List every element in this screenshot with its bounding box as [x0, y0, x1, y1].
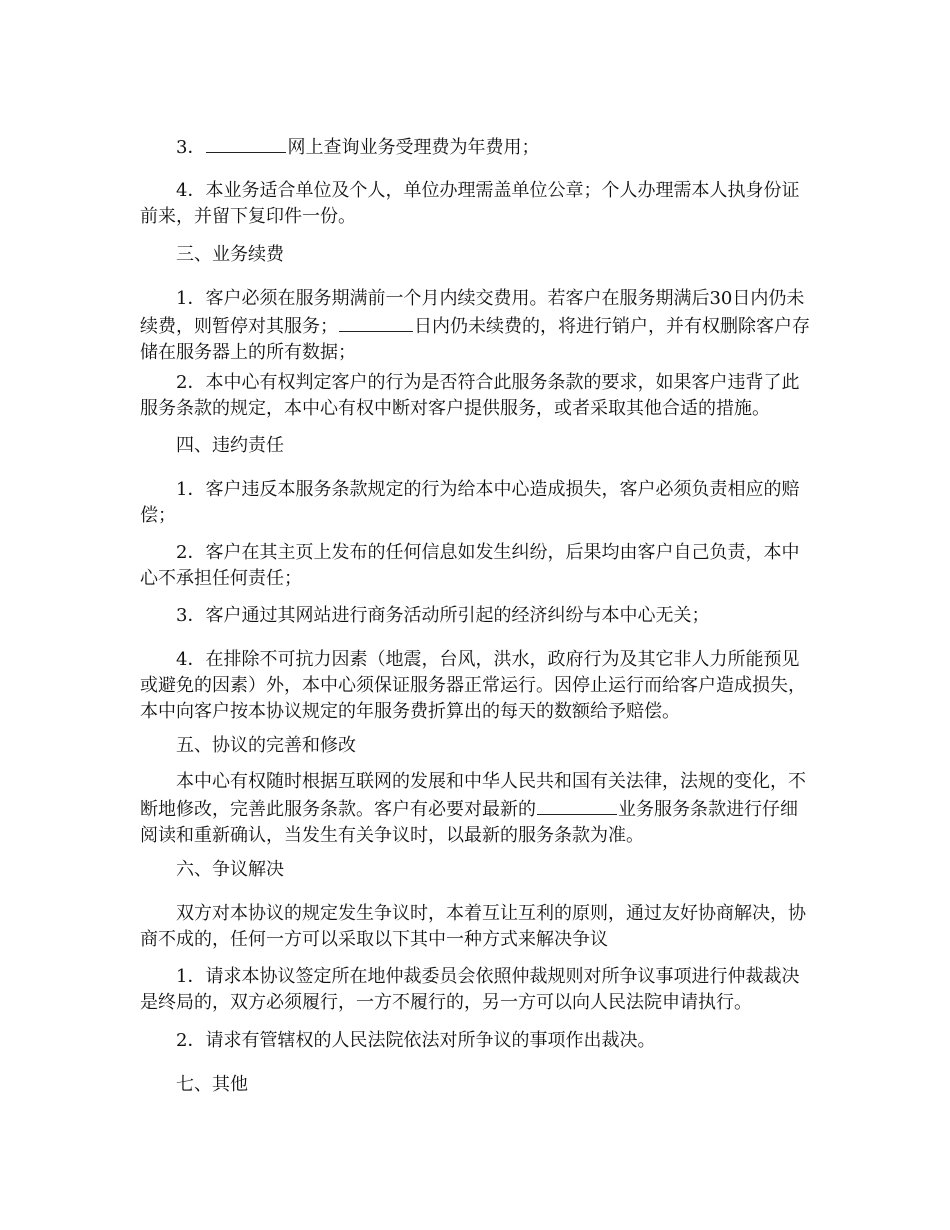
amendment-clause [140, 769, 812, 849]
section-heading-amendment: 五、协议的完善和修改 [176, 735, 356, 756]
disputes-intro: 双方对本协议的规定发生争议时，本着互让互利的原则，通过友好协商解决，协商不成的，任何一方可以采取以下其中一种方式来解决争议 [140, 903, 806, 950]
liability-clause-2: 2．客户在其主页上发布的任何信息如发生纠纷，后果均由客户自己负责，本中心不承担任何责任； [140, 542, 800, 589]
renewal-clause-2: 2．本中心有权判定客户的行为是否符合此服务条款的要求，如果客户违背了此服务条款的规定，本中心有权中断对客户提供服务，或者采取其他合适的措施。 [140, 372, 800, 419]
renewal-clause-1-text-b: 日内仍未续费的，将进行销户，并有权删除客户存储在服务器上的所有数据； [140, 316, 810, 363]
disputes-clause-1: 1．请求本协议签定所在地仲裁委员会依照仲裁规则对所争议事项进行仲裁裁决是终局的，双方必须履行，一方不履行的，另一方可以向人民法院申请执行。 [140, 966, 800, 1013]
amendment-text-a: 本中心有权随时根据互联网的发展和中华人民共和国有关法律，法规的变化，不断地修改，完善此服务条款。客户有必要对最新的 [140, 771, 806, 820]
renewal-clause-1 [140, 286, 812, 366]
section-heading-other: 七、其他 [176, 1074, 248, 1095]
liability-clause-3: 3．客户通过其网站进行商务活动所引起的经济纠纷与本中心无关； [176, 605, 710, 626]
clause-3-number: 3． [176, 137, 206, 158]
renewal-clause-1-text-a: 1．客户必须在服务期满前一个月内续交费用。若客户在服务期满后30日内仍未续费，则暂停对其服务； [140, 288, 805, 337]
clause-4-applicability: 4．本业务适合单位及个人，单位办理需盖单位公章；个人办理需本人执身份证前来，并留下复印件一份。 [140, 180, 800, 227]
section-heading-disputes: 六、争议解决 [176, 859, 284, 880]
liability-clause-1: 1．客户违反本服务条款规定的行为给本中心造成损失，客户必须负责相应的赔偿； [140, 479, 800, 526]
amendment-text-b: 业务服务条款进行仔细阅读和重新确认，当发生有关争议时，以最新的服务条款为准。 [140, 799, 798, 846]
section-heading-liability: 四、违约责任 [176, 435, 284, 456]
section-heading-renewal: 三、业务续费 [176, 244, 284, 265]
clause-3-text: 网上查询业务受理费为年费用； [287, 137, 540, 158]
blank-field [339, 312, 413, 332]
blank-field [537, 795, 617, 815]
disputes-clause-2: 2．请求有管辖权的人民法院依法对所争议的事项作出裁决。 [176, 1030, 656, 1051]
clause-3-annual-fee [140, 133, 812, 161]
liability-clause-4: 4．在排除不可抗力因素（地震，台风，洪水，政府行为及其它非人力所能预见或避免的因素）外，本中心须保证服务器正常运行。因停止运行而给客户造成损失，本中向客户按本协议规定的年服务费折算出的每天的数额给予赔偿。 [140, 649, 806, 722]
blank-field [206, 133, 286, 153]
